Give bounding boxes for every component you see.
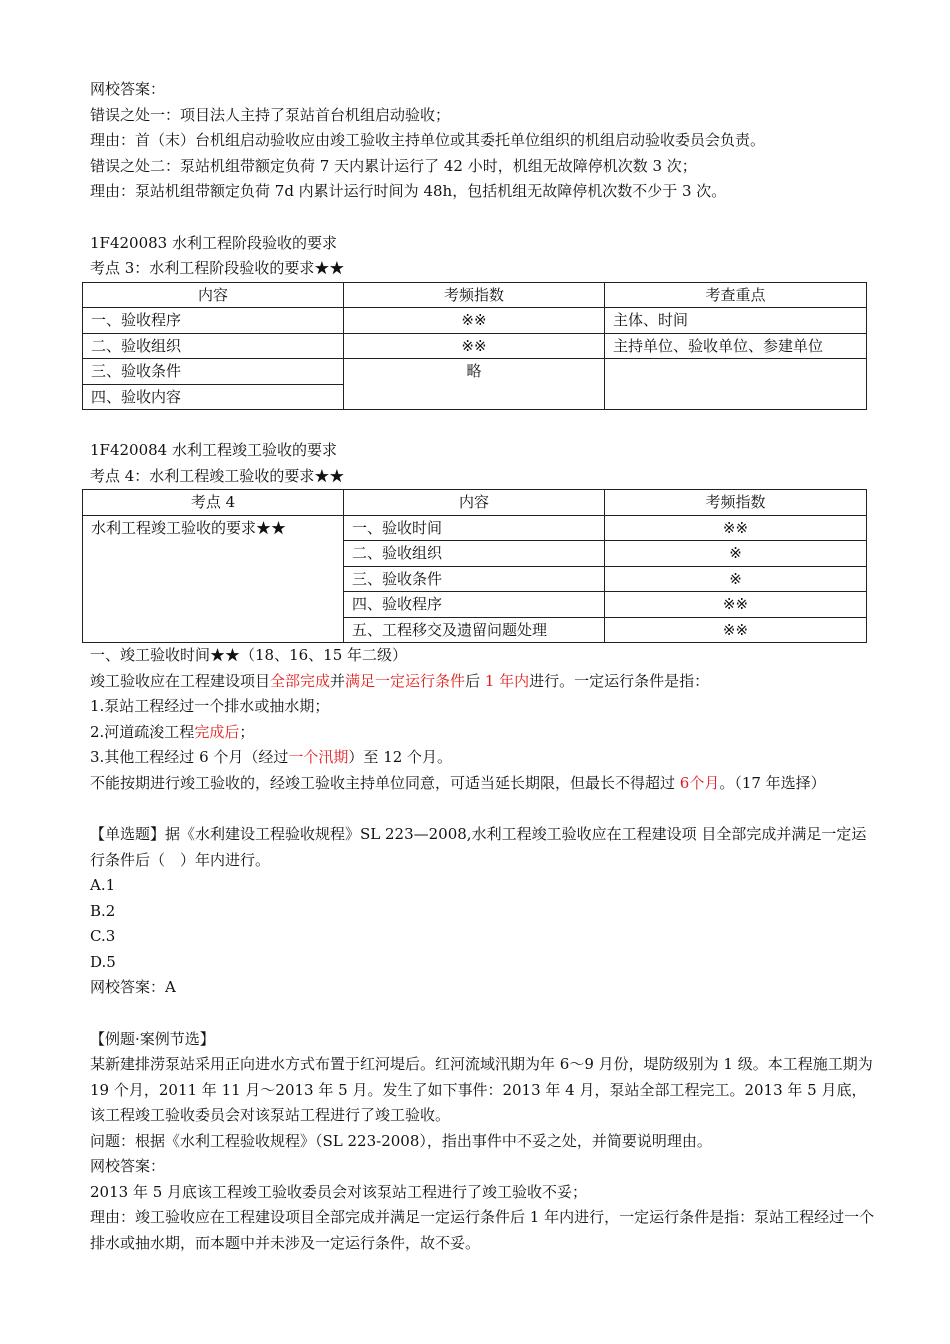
case-title: 【例题·案例节选】 [90,1029,215,1048]
time-paragraph-2: 不能按期进行竣工验收的，经竣工验收主持单位同意，可适当延长期限，但最长不得超过 6个月。（17 年选择） [90,773,826,792]
table-cell: ※ [605,541,867,567]
table-cell: 一、验收时间 [344,515,605,541]
case-answer-1: 2013 年 5 月底该工程竣工验收委员会对该泵站工程进行了竣工验收不妥； [90,1182,588,1201]
table-cell: ※ [605,566,867,592]
condition-item-3: 3.其他工程经过 6 个月（经过一个汛期）至 12 个月。 [90,748,453,766]
table-cell: ※※ [605,592,867,618]
table-cell: ※※ [344,333,605,359]
table-row [83,359,867,385]
table-cell: 二、验收组织 [344,541,605,567]
header-cell: 考点 4 [83,490,344,516]
table-cell: 一、验收程序 [83,308,344,334]
section4-point-title: 考点 4：水利工程竣工验收的要求★★ [90,466,345,485]
question-stem: 【单选题】据《水利建设工程验收规程》SL 223—2008,水利工程竣工验收应在工程建设项 目全部完成并满足一定运行条件后（ ）年内进行。 [90,825,867,869]
table-cell: 三、验收条件 [83,359,344,385]
table-header-row [83,282,867,308]
header-cell: 考频指数 [344,282,605,308]
table-row [83,333,867,359]
option-d: D.5 [90,952,116,971]
table-cell [605,359,867,410]
table-cell: ※※ [605,617,867,643]
table-cell: 二、验收组织 [83,333,344,359]
table-cell: ※※ [605,515,867,541]
case-answer-label: 网校答案： [90,1157,166,1175]
completion-acceptance-table [82,489,867,643]
condition-item-2: 2.河道疏浚工程完成后； [90,722,255,741]
option-b: B.2 [90,901,116,920]
table-cell: 主持单位、验收单位、参建单位 [605,333,867,359]
section3-point-title: 考点 3：水利工程阶段验收的要求★★ [90,259,345,277]
time-heading: 一、竣工验收时间★★（18、16、15 年二级） [90,646,408,664]
header-cell: 内容 [83,282,344,308]
table-cell: 主体、时间 [605,308,867,334]
table-row [83,515,867,541]
option-a: A.1 [90,876,116,894]
table-cell: 四、验收程序 [344,592,605,618]
case-question: 问题：根据《水利工程验收规程》（SL 223-2008），指出事件中不妥之处，并简要说明理由。 [90,1131,712,1150]
topic-cell: 水利工程竣工验收的要求★★ [83,515,344,643]
table-cell: 四、验收内容 [83,384,344,410]
case-body: 某新建排涝泵站采用正向进水方式布置于红河堤后。红河流域汛期为年 6～9 月份，堤防级别为 1 级。本工程施工期为 19 个月，2011 年 11 月～2013 年 5 月。发生了如下事件：2013 年 4 月，泵站全部工程完工。2013 年 5 月底，该工程竣工验收委员会对该泵站工程进行了竣工验收。 [90,1055,873,1124]
reason-one: 理由：首（末）台机组启动验收应由竣工验收主持单位或其委托单位组织的机组启动验收委员会负责。 [90,131,766,149]
error-two: 错误之处二：泵站机组带额定负荷 7 天内累计运行了 42 小时，机组无故障停机次数 3 次； [90,156,697,175]
case-answer-2: 理由：竣工验收应在工程建设项目全部完成并满足一定运行条件后 1 年内进行，一定运行条件是指：泵站工程经过一个排水或抽水期，而本题中并未涉及一定运行条件，故不妥。 [90,1208,875,1252]
table-cell: 略 [344,359,605,410]
document-page [90,77,880,1256]
section3-code-title: 1F420083 水利工程阶段验收的要求 [90,233,337,252]
reason-two: 理由：泵站机组带额定负荷 7d 内累计运行时间为 48h，包括机组无故障停机次数不少于 3 次。 [90,182,727,200]
question-answer: 网校答案：A [90,978,176,996]
table-cell: 五、工程移交及遗留问题处理 [344,617,605,643]
header-cell: 考查重点 [605,282,867,308]
table-cell: ※※ [344,308,605,334]
table-cell: 三、验收条件 [344,566,605,592]
answer-label: 网校答案： [90,80,166,98]
error-one: 错误之处一：项目法人主持了泵站首台机组启动验收； [90,105,451,124]
option-c: C.3 [90,927,116,945]
section4-code-title: 1F420084 水利工程竣工验收的要求 [90,441,337,459]
table-row [83,308,867,334]
header-cell: 考频指数 [605,490,867,516]
stage-acceptance-table [82,282,867,411]
time-paragraph-1: 竣工验收应在工程建设项目全部完成并满足一定运行条件后 1 年内进行。一定运行条件是指： [90,671,710,690]
table-header-row [83,490,867,516]
header-cell: 内容 [344,490,605,516]
condition-item-1: 1.泵站工程经过一个排水或抽水期； [90,697,330,715]
